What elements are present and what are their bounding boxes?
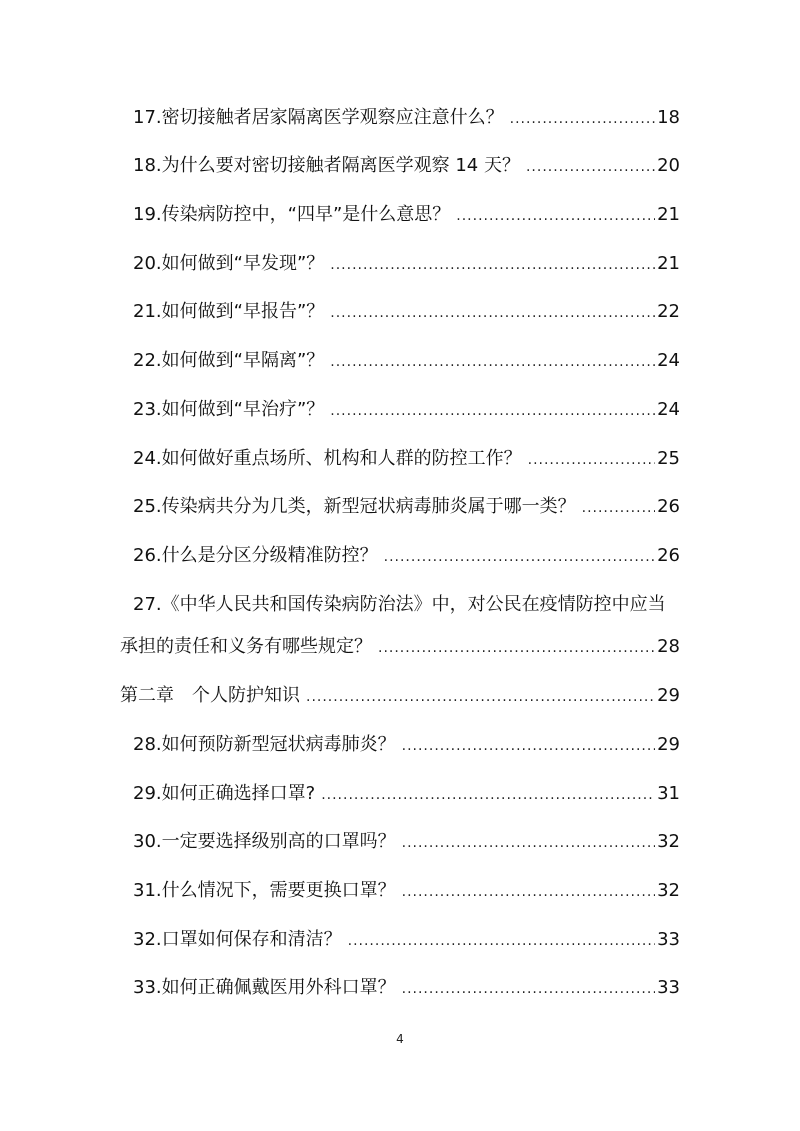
toc-entry-title: 17.密切接触者居家隔离医学观察应注意什么？ — [133, 107, 504, 128]
toc-entry-title: 23.如何做到“早治疗”？ — [133, 399, 325, 420]
dot-leader — [378, 636, 655, 660]
dot-leader — [348, 929, 655, 953]
toc-entry-page: 21 — [657, 253, 680, 274]
toc-entry-21[interactable] — [133, 300, 680, 325]
toc-entry-title: 24.如何做好重点场所、机构和人群的防控工作？ — [133, 448, 522, 469]
dot-leader — [330, 399, 655, 423]
toc-entry-page: 31 — [657, 783, 680, 804]
toc-entry-32[interactable] — [133, 928, 680, 953]
toc-entry-18[interactable] — [133, 154, 680, 179]
toc-entry-page: 32 — [657, 880, 680, 901]
toc-entry-page: 29 — [657, 685, 680, 706]
dot-leader — [330, 301, 655, 325]
dot-leader — [526, 155, 655, 179]
toc-entry-title: 28.如何预防新型冠状病毒肺炎？ — [133, 734, 396, 755]
toc-entry-page: 28 — [657, 636, 680, 657]
toc-entry-title: 29.如何正确选择口罩? — [133, 783, 316, 804]
toc-entry-page: 18 — [657, 107, 680, 128]
toc-entry-title: 20.如何做到“早发现”？ — [133, 253, 325, 274]
toc-entry-page: 33 — [657, 977, 680, 998]
toc-entry-page: 22 — [657, 301, 680, 322]
toc-entry-27-line1[interactable]: 27.《中华人民共和国传染病防治法》中，对公民在疫情防控中应当 — [133, 594, 666, 615]
dot-leader — [402, 880, 655, 904]
toc-entry-26[interactable] — [133, 544, 680, 569]
toc-entry-title: 26.什么是分区分级精准防控？ — [133, 545, 378, 566]
toc-entry-page: 21 — [657, 204, 680, 225]
dot-leader — [306, 685, 655, 709]
page-number: 4 — [396, 1032, 404, 1046]
toc-entry-page: 33 — [657, 929, 680, 950]
toc-entry-title: 25.传染病共分为几类，新型冠状病毒肺炎属于哪一类？ — [133, 496, 576, 517]
toc-entry-page: 29 — [657, 734, 680, 755]
toc-entry-title: 承担的责任和义务有哪些规定？ — [120, 636, 372, 657]
toc-entry-page: 25 — [657, 448, 680, 469]
toc-entry-title: 19.传染病防控中，“四早”是什么意思？ — [133, 204, 451, 225]
toc-entry-33[interactable] — [133, 976, 680, 1001]
toc-entry-title: 31.什么情况下，需要更换口罩？ — [133, 880, 396, 901]
toc-entry-22[interactable] — [133, 349, 680, 374]
dot-leader — [402, 831, 655, 855]
dot-leader — [510, 107, 655, 131]
toc-entry-29[interactable] — [133, 782, 680, 807]
toc-entry-page: 32 — [657, 831, 680, 852]
toc-entry-title: 21.如何做到“早报告”？ — [133, 301, 325, 322]
dot-leader — [330, 253, 655, 277]
toc-entry-27[interactable] — [120, 635, 680, 660]
toc-entry-page: 20 — [657, 155, 680, 176]
toc-entry-19[interactable] — [133, 203, 680, 228]
dot-leader — [582, 496, 655, 520]
dot-leader — [384, 545, 655, 569]
toc-entry-title: 33.如何正确佩戴医用外科口罩？ — [133, 977, 396, 998]
chapter-title: 第二章 个人防护知识 — [120, 685, 300, 706]
toc-entry-title: 22.如何做到“早隔离”？ — [133, 350, 325, 371]
toc-entry-page: 26 — [657, 545, 680, 566]
toc-entry-page: 26 — [657, 496, 680, 517]
toc-entry-title: 18.为什么要对密切接触者隔离医学观察 14 天？ — [133, 155, 520, 176]
toc-entry-20[interactable] — [133, 252, 680, 277]
toc-entry-title: 30.一定要选择级别高的口罩吗？ — [133, 831, 396, 852]
toc-chapter-2[interactable] — [120, 684, 680, 709]
dot-leader — [456, 204, 655, 228]
toc-entry-31[interactable] — [133, 879, 680, 904]
dot-leader — [402, 977, 655, 1001]
toc-entry-24[interactable] — [133, 447, 680, 472]
dot-leader — [528, 448, 655, 472]
toc-entry-25[interactable] — [133, 495, 680, 520]
toc-entry-28[interactable] — [133, 733, 680, 758]
toc-entry-page: 24 — [657, 399, 680, 420]
dot-leader — [321, 783, 655, 807]
toc-entry-page: 24 — [657, 350, 680, 371]
dot-leader — [402, 734, 655, 758]
toc-entry-17[interactable] — [133, 106, 680, 131]
dot-leader — [330, 350, 655, 374]
toc-entry-23[interactable] — [133, 398, 680, 423]
toc-entry-title: 32.口罩如何保存和清洁？ — [133, 929, 342, 950]
toc-entry-30[interactable] — [133, 830, 680, 855]
